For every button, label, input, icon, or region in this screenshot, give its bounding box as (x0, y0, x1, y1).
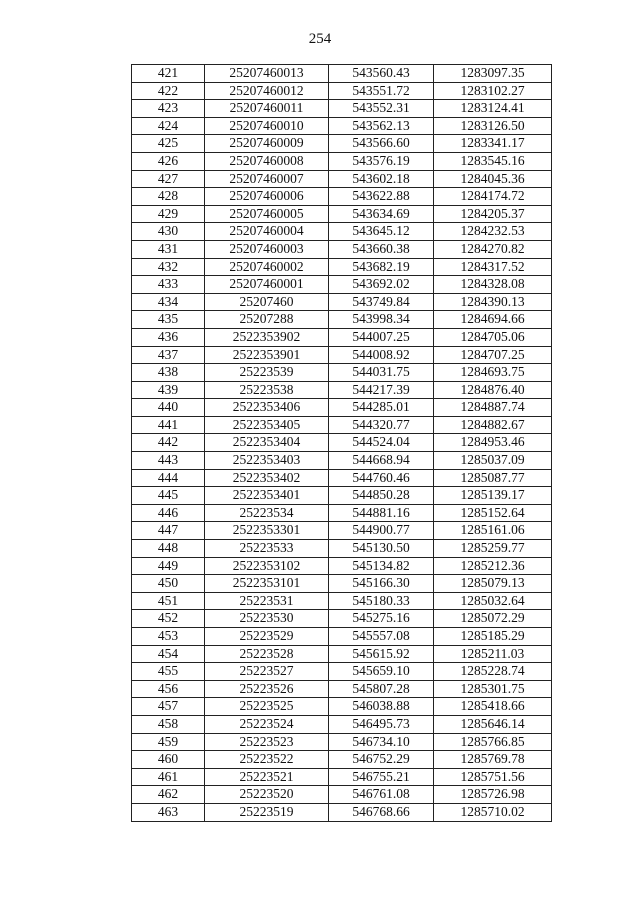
point-number-cell: 428 (132, 188, 205, 206)
y-coordinate-cell: 1285228.74 (434, 663, 552, 681)
table-row (132, 803, 552, 821)
point-number-cell: 435 (132, 311, 205, 329)
point-id-cell: 25207460009 (205, 135, 329, 153)
table-row (132, 311, 552, 329)
y-coordinate-cell: 1283097.35 (434, 65, 552, 83)
point-id-cell: 25223519 (205, 803, 329, 821)
y-coordinate-cell: 1285037.09 (434, 452, 552, 470)
x-coordinate-cell: 543692.02 (329, 276, 434, 294)
y-coordinate-cell: 1283545.16 (434, 152, 552, 170)
x-coordinate-cell: 545180.33 (329, 592, 434, 610)
table-row (132, 469, 552, 487)
x-coordinate-cell: 545557.08 (329, 628, 434, 646)
y-coordinate-cell: 1284317.52 (434, 258, 552, 276)
point-number-cell: 436 (132, 328, 205, 346)
y-coordinate-cell: 1284328.08 (434, 276, 552, 294)
x-coordinate-cell: 543749.84 (329, 293, 434, 311)
point-id-cell: 25207460011 (205, 100, 329, 118)
point-number-cell: 460 (132, 751, 205, 769)
point-number-cell: 458 (132, 715, 205, 733)
x-coordinate-cell: 543552.31 (329, 100, 434, 118)
table-row (132, 786, 552, 804)
point-id-cell: 25207460002 (205, 258, 329, 276)
table-row (132, 434, 552, 452)
x-coordinate-cell: 545134.82 (329, 557, 434, 575)
table-row (132, 117, 552, 135)
table-row (132, 65, 552, 83)
point-id-cell: 25223526 (205, 680, 329, 698)
point-number-cell: 456 (132, 680, 205, 698)
x-coordinate-cell: 543682.19 (329, 258, 434, 276)
x-coordinate-cell: 543551.72 (329, 82, 434, 100)
point-id-cell: 25223523 (205, 733, 329, 751)
point-number-cell: 452 (132, 610, 205, 628)
point-number-cell: 423 (132, 100, 205, 118)
point-number-cell: 449 (132, 557, 205, 575)
y-coordinate-cell: 1284707.25 (434, 346, 552, 364)
point-number-cell: 438 (132, 364, 205, 382)
point-number-cell: 424 (132, 117, 205, 135)
table-row (132, 751, 552, 769)
point-number-cell: 451 (132, 592, 205, 610)
point-id-cell: 25223520 (205, 786, 329, 804)
x-coordinate-cell: 543560.43 (329, 65, 434, 83)
y-coordinate-cell: 1285211.03 (434, 645, 552, 663)
table-row (132, 188, 552, 206)
table-row (132, 293, 552, 311)
point-number-cell: 453 (132, 628, 205, 646)
x-coordinate-cell: 545275.16 (329, 610, 434, 628)
x-coordinate-cell: 546038.88 (329, 698, 434, 716)
y-coordinate-cell: 1284705.06 (434, 328, 552, 346)
point-number-cell: 439 (132, 381, 205, 399)
x-coordinate-cell: 543645.12 (329, 223, 434, 241)
point-id-cell: 25223531 (205, 592, 329, 610)
point-id-cell: 2522353902 (205, 328, 329, 346)
point-id-cell: 25223525 (205, 698, 329, 716)
point-number-cell: 447 (132, 522, 205, 540)
table-row (132, 715, 552, 733)
table-row (132, 733, 552, 751)
y-coordinate-cell: 1285769.78 (434, 751, 552, 769)
point-number-cell: 455 (132, 663, 205, 681)
coordinates-table (131, 64, 552, 822)
point-id-cell: 25207460010 (205, 117, 329, 135)
y-coordinate-cell: 1285301.75 (434, 680, 552, 698)
y-coordinate-cell: 1285161.06 (434, 522, 552, 540)
y-coordinate-cell: 1285185.29 (434, 628, 552, 646)
y-coordinate-cell: 1285726.98 (434, 786, 552, 804)
point-number-cell: 421 (132, 65, 205, 83)
point-number-cell: 461 (132, 768, 205, 786)
x-coordinate-cell: 544900.77 (329, 522, 434, 540)
point-number-cell: 450 (132, 575, 205, 593)
point-number-cell: 426 (132, 152, 205, 170)
table-row (132, 663, 552, 681)
x-coordinate-cell: 544320.77 (329, 416, 434, 434)
y-coordinate-cell: 1285079.13 (434, 575, 552, 593)
y-coordinate-cell: 1285139.17 (434, 487, 552, 505)
x-coordinate-cell: 543660.38 (329, 240, 434, 258)
point-number-cell: 462 (132, 786, 205, 804)
x-coordinate-cell: 544008.92 (329, 346, 434, 364)
table-row (132, 592, 552, 610)
x-coordinate-cell: 544217.39 (329, 381, 434, 399)
point-id-cell: 2522353406 (205, 399, 329, 417)
point-id-cell: 25207460012 (205, 82, 329, 100)
point-id-cell: 25223522 (205, 751, 329, 769)
x-coordinate-cell: 546752.29 (329, 751, 434, 769)
x-coordinate-cell: 544668.94 (329, 452, 434, 470)
point-id-cell: 2522353102 (205, 557, 329, 575)
x-coordinate-cell: 543566.60 (329, 135, 434, 153)
point-id-cell: 2522353405 (205, 416, 329, 434)
table-row (132, 381, 552, 399)
point-number-cell: 443 (132, 452, 205, 470)
x-coordinate-cell: 546755.21 (329, 768, 434, 786)
table-row (132, 399, 552, 417)
point-number-cell: 429 (132, 205, 205, 223)
table-row (132, 258, 552, 276)
point-id-cell: 25223533 (205, 540, 329, 558)
point-id-cell: 25223530 (205, 610, 329, 628)
table-row (132, 416, 552, 434)
y-coordinate-cell: 1285212.36 (434, 557, 552, 575)
x-coordinate-cell: 544524.04 (329, 434, 434, 452)
y-coordinate-cell: 1285751.56 (434, 768, 552, 786)
table-row (132, 223, 552, 241)
point-number-cell: 432 (132, 258, 205, 276)
y-coordinate-cell: 1283102.27 (434, 82, 552, 100)
x-coordinate-cell: 545130.50 (329, 540, 434, 558)
point-id-cell: 25223521 (205, 768, 329, 786)
point-number-cell: 441 (132, 416, 205, 434)
table-row (132, 610, 552, 628)
y-coordinate-cell: 1285646.14 (434, 715, 552, 733)
table-row (132, 680, 552, 698)
point-id-cell: 25207460007 (205, 170, 329, 188)
point-id-cell: 25223529 (205, 628, 329, 646)
table-row (132, 276, 552, 294)
point-number-cell: 444 (132, 469, 205, 487)
x-coordinate-cell: 543622.88 (329, 188, 434, 206)
table-row (132, 522, 552, 540)
table-row (132, 328, 552, 346)
point-number-cell: 422 (132, 82, 205, 100)
point-id-cell: 2522353403 (205, 452, 329, 470)
y-coordinate-cell: 1284693.75 (434, 364, 552, 382)
x-coordinate-cell: 546734.10 (329, 733, 434, 751)
x-coordinate-cell: 544007.25 (329, 328, 434, 346)
point-number-cell: 454 (132, 645, 205, 663)
y-coordinate-cell: 1285259.77 (434, 540, 552, 558)
point-id-cell: 25207460003 (205, 240, 329, 258)
x-coordinate-cell: 544850.28 (329, 487, 434, 505)
y-coordinate-cell: 1284953.46 (434, 434, 552, 452)
x-coordinate-cell: 544881.16 (329, 504, 434, 522)
y-coordinate-cell: 1285087.77 (434, 469, 552, 487)
x-coordinate-cell: 543562.13 (329, 117, 434, 135)
y-coordinate-cell: 1284882.67 (434, 416, 552, 434)
point-id-cell: 2522353404 (205, 434, 329, 452)
table-row (132, 100, 552, 118)
table-row (132, 504, 552, 522)
point-number-cell: 463 (132, 803, 205, 821)
table-row (132, 152, 552, 170)
table-row (132, 170, 552, 188)
y-coordinate-cell: 1284045.36 (434, 170, 552, 188)
x-coordinate-cell: 545166.30 (329, 575, 434, 593)
table-row (132, 205, 552, 223)
point-id-cell: 25207460 (205, 293, 329, 311)
table-row (132, 698, 552, 716)
table-row (132, 240, 552, 258)
x-coordinate-cell: 543602.18 (329, 170, 434, 188)
point-number-cell: 427 (132, 170, 205, 188)
point-number-cell: 437 (132, 346, 205, 364)
point-id-cell: 25207460005 (205, 205, 329, 223)
point-number-cell: 434 (132, 293, 205, 311)
table-row (132, 628, 552, 646)
point-id-cell: 25207460004 (205, 223, 329, 241)
point-id-cell: 25223524 (205, 715, 329, 733)
table-row (132, 452, 552, 470)
x-coordinate-cell: 546768.66 (329, 803, 434, 821)
point-number-cell: 446 (132, 504, 205, 522)
y-coordinate-cell: 1284887.74 (434, 399, 552, 417)
point-id-cell: 25207460013 (205, 65, 329, 83)
y-coordinate-cell: 1284876.40 (434, 381, 552, 399)
table-row (132, 364, 552, 382)
y-coordinate-cell: 1285072.29 (434, 610, 552, 628)
point-number-cell: 425 (132, 135, 205, 153)
table-row (132, 768, 552, 786)
x-coordinate-cell: 544760.46 (329, 469, 434, 487)
y-coordinate-cell: 1284270.82 (434, 240, 552, 258)
x-coordinate-cell: 544285.01 (329, 399, 434, 417)
table-row (132, 82, 552, 100)
table-row (132, 575, 552, 593)
x-coordinate-cell: 543576.19 (329, 152, 434, 170)
y-coordinate-cell: 1283126.50 (434, 117, 552, 135)
x-coordinate-cell: 545807.28 (329, 680, 434, 698)
table-row (132, 487, 552, 505)
x-coordinate-cell: 543998.34 (329, 311, 434, 329)
table-row (132, 135, 552, 153)
y-coordinate-cell: 1285710.02 (434, 803, 552, 821)
x-coordinate-cell: 543634.69 (329, 205, 434, 223)
table-row (132, 540, 552, 558)
point-number-cell: 448 (132, 540, 205, 558)
y-coordinate-cell: 1285418.66 (434, 698, 552, 716)
point-number-cell: 442 (132, 434, 205, 452)
point-id-cell: 2522353301 (205, 522, 329, 540)
x-coordinate-cell: 546761.08 (329, 786, 434, 804)
point-id-cell: 25223527 (205, 663, 329, 681)
point-number-cell: 440 (132, 399, 205, 417)
table-row (132, 645, 552, 663)
point-id-cell: 2522353401 (205, 487, 329, 505)
point-id-cell: 25223528 (205, 645, 329, 663)
y-coordinate-cell: 1285152.64 (434, 504, 552, 522)
point-id-cell: 2522353101 (205, 575, 329, 593)
table-row (132, 346, 552, 364)
point-id-cell: 25223539 (205, 364, 329, 382)
point-number-cell: 459 (132, 733, 205, 751)
point-number-cell: 430 (132, 223, 205, 241)
y-coordinate-cell: 1285766.85 (434, 733, 552, 751)
point-id-cell: 25207460008 (205, 152, 329, 170)
y-coordinate-cell: 1283341.17 (434, 135, 552, 153)
y-coordinate-cell: 1283124.41 (434, 100, 552, 118)
x-coordinate-cell: 545615.92 (329, 645, 434, 663)
coordinates-table-body (132, 65, 552, 822)
y-coordinate-cell: 1284205.37 (434, 205, 552, 223)
y-coordinate-cell: 1284390.13 (434, 293, 552, 311)
y-coordinate-cell: 1284174.72 (434, 188, 552, 206)
table-row (132, 557, 552, 575)
point-id-cell: 25207288 (205, 311, 329, 329)
point-number-cell: 431 (132, 240, 205, 258)
point-number-cell: 457 (132, 698, 205, 716)
point-id-cell: 25223538 (205, 381, 329, 399)
y-coordinate-cell: 1285032.64 (434, 592, 552, 610)
point-id-cell: 25223534 (205, 504, 329, 522)
point-id-cell: 2522353901 (205, 346, 329, 364)
point-id-cell: 25207460001 (205, 276, 329, 294)
x-coordinate-cell: 546495.73 (329, 715, 434, 733)
y-coordinate-cell: 1284694.66 (434, 311, 552, 329)
point-number-cell: 445 (132, 487, 205, 505)
point-number-cell: 433 (132, 276, 205, 294)
page-number: 254 (308, 31, 332, 47)
x-coordinate-cell: 544031.75 (329, 364, 434, 382)
point-id-cell: 25207460006 (205, 188, 329, 206)
point-id-cell: 2522353402 (205, 469, 329, 487)
x-coordinate-cell: 545659.10 (329, 663, 434, 681)
y-coordinate-cell: 1284232.53 (434, 223, 552, 241)
